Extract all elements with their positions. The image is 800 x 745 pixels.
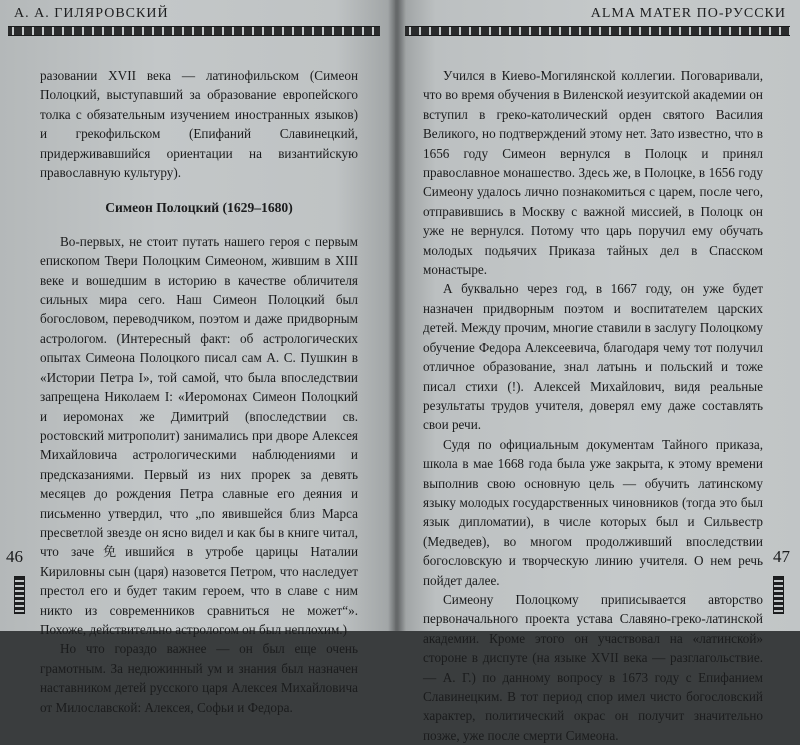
paragraph: Симеону Полоцкому приписывается авторство первоначального проекта устава Славяно-греко-латинской академии. Кроме этого он участвовал на «латинской» стороне в диспуте (на языке XVII века — разглагольствие. — А. Г.) по данному вопросу в 1673 году с Епифанием Славинецким. В тот период спор имел чисто богословский характер, политический окрас он получит значительно позже, уже после смерти Симеона. (423, 591, 763, 743)
right-page-text (423, 66, 763, 745)
section-heading: Симеон Полоцкий (1629–1680) (105, 200, 293, 216)
running-head-title: ALMA MATER ПО-РУССКИ (590, 6, 786, 21)
paragraph: Судя по официальным документам Тайного приказа, школа в мае 1668 года была уже закрыта, к этому времени выполнив свою основную цель — обучить латинскому языку молодых государственных чиновников (тогда это был язык дипломатии), в числе которых был и Сильвестр (Медведев), во многом продолживший впоследствии богословскую и творческую линию учителя. О нем речь пойдет далее. (423, 436, 763, 588)
left-page-text (40, 66, 358, 717)
left-page (0, 0, 395, 715)
right-page (395, 0, 800, 743)
book-gutter (388, 0, 406, 631)
decorative-header-rule (405, 26, 790, 36)
page-number: 47 (773, 547, 790, 566)
section-tab-marker (14, 576, 25, 614)
page-number: 46 (6, 547, 23, 566)
paragraph: Во-первых, не стоит путать нашего героя с первым епископом Твери Полоцким Симеоном, жившим в XIII веке и вошедшим в историю в качестве обличителя сильных мира сего. Наш Симеон Полоцкий был богословом, переводчиком, поэтом и даже придворным астрологом. (Интересный факт: об астрологических опытах Симеона Полоцкого писал сам А. С. Пушкин в «Истории Петра I», той самой, что была впоследствии запрещена Николаем I: «Иеромонах Симеон Полоцкий и иеромонах же Димитрий (впоследствии св. ростовский митрополит) занимались при дворе Алексея Михайловича астрологическими наблюдениями и предсказаниями. Первый из них прорек за девять месяцев до рождения Петра славные его деяния и письменно утвердил, что „по явившейся близ Марса пресветлой звезде он ясно видел и как бы в книге читал, что заче免ившийся в утробе царицы Наталии Кириловны сын (царя) назовется Петром, что наследует престол его и будет таким героем, что в славе с ним никто из современников сравниться не может“». Похоже, действительно астрологом он был неплохим.) (40, 233, 358, 637)
paragraph: разовании XVII века — латинофильском (Симеон Полоцкий, выступавший за образование европейского толка с обязательным изучением иностранных языков) и грекофильском (Епифаний Славинецкий, придерживавшийся ориентации на византийскую православную культуру). (40, 68, 358, 181)
running-head-author: А. А. ГИЛЯРОВСКИЙ (14, 6, 169, 21)
section-tab-marker (773, 576, 784, 614)
paragraph: А буквально через год, в 1667 году, он уже будет назначен придворным поэтом и воспитателем царских детей. Между прочим, многие ставили в заслугу Полоцкому обучение Федора Алексеевича, благодаря чему тот получил отличное образование, знал латынь и польский и тоже писал стихи (!). Алексей Михайлович, видя реальные результаты трудов учителя, доверял ему даже составлять свои речи. (423, 281, 763, 433)
decorative-header-rule (8, 26, 380, 36)
paragraph: Но что гораздо важнее — он был еще очень грамотным. За недюжинный ум и знания был назначен наставником детей русского царя Алексея Михайловича от Милославской: Алексея, Софьи и Федора. (40, 641, 358, 715)
paragraph: Учился в Киево-Могилянской коллегии. Поговаривали, что во время обучения в Виленской иезуитской академии он вступил в греко-католический орден святого Василия Великого, но подтверждений этому нет. Зато известно, что в 1656 году Симеон вернулся в Полоцк и принял православное монашество. Здесь же, в Полоцке, в 1656 году Симеону удалось лично познакомиться с царем, после чего, отправившись в Москву с важной миссией, в Полоцк он уже не вернулся. Потому что царь поручил ему обучать молодых подьячих Приказа тайных дел в Спасском монастыре. (423, 68, 763, 278)
